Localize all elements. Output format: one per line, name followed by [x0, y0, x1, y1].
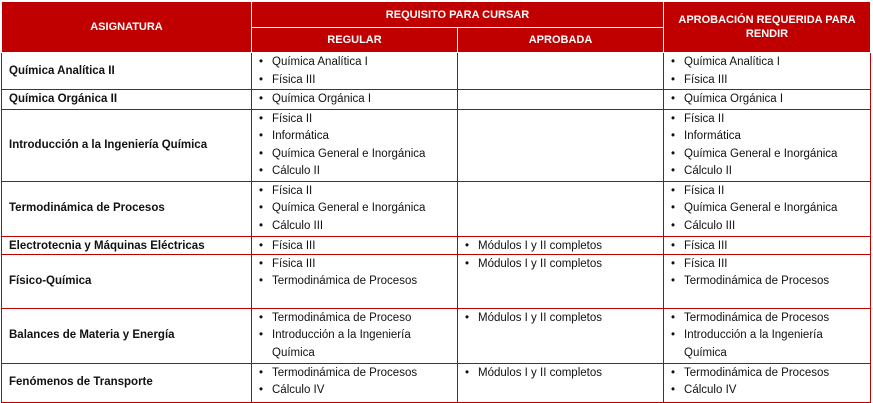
- requirement-list: [258, 256, 453, 291]
- rendir-cell: [664, 181, 871, 236]
- requirement-list: [258, 238, 453, 254]
- requirement-item: • Física III: [258, 238, 453, 254]
- aprobada-cell: [458, 109, 664, 181]
- header-aprobada: APROBADA: [458, 28, 664, 53]
- requirement-item: • Termodinámica de Procesos: [670, 365, 866, 383]
- requirement-list: [670, 256, 866, 291]
- requirement-item: • Física II: [258, 183, 453, 201]
- requirement-list: [258, 365, 453, 400]
- requirement-list: [258, 54, 453, 89]
- rendir-cell: [664, 53, 871, 90]
- rendir-cell: [664, 236, 871, 254]
- subject-cell: Físico-Química: [2, 254, 252, 308]
- requirement-item: • Cálculo IV: [258, 382, 453, 400]
- requirement-item: • Cálculo III: [258, 218, 453, 236]
- aprobada-cell: [458, 181, 664, 236]
- regular-cell: [252, 109, 458, 181]
- requirement-list: [464, 238, 659, 254]
- requirement-item: • Química Orgánica I: [258, 91, 453, 109]
- requirement-item: • Física II: [670, 183, 866, 201]
- subject-cell: Balances de Materia y Energía: [2, 308, 252, 363]
- subject-cell: Electrotecnia y Máquinas Eléctricas: [2, 236, 252, 254]
- subject-cell: Fenómenos de Transporte: [2, 363, 252, 402]
- requirement-list: [258, 183, 453, 236]
- requirement-item: • Química General e Inorgánica: [670, 146, 866, 164]
- requirement-item: • Química General e Inorgánica: [670, 200, 866, 218]
- table-row: [2, 181, 871, 236]
- aprobada-cell: [458, 254, 664, 308]
- requirement-item: • Química Orgánica I: [670, 91, 866, 109]
- table-row: [2, 254, 871, 308]
- requirement-item: • Introducción a la Ingeniería Química: [258, 327, 453, 362]
- table-row: [2, 53, 871, 90]
- requirement-list: [670, 365, 866, 400]
- table-row: [2, 90, 871, 110]
- requirement-item: • Física III: [258, 72, 453, 90]
- requirement-list: [464, 365, 659, 383]
- regular-cell: [252, 254, 458, 308]
- header-requisito: REQUISITO PARA CURSAR: [252, 2, 664, 28]
- table-row: [2, 109, 871, 181]
- subject-cell: Química Orgánica II: [2, 90, 252, 110]
- header-regular: REGULAR: [252, 28, 458, 53]
- aprobada-cell: [458, 90, 664, 110]
- requirement-list: [464, 256, 659, 274]
- requirement-list: [464, 310, 659, 328]
- requirement-item: • Física III: [670, 238, 866, 254]
- aprobada-cell: [458, 53, 664, 90]
- requirement-item: • Cálculo III: [670, 218, 866, 236]
- requirement-item: • Química Analítica I: [258, 54, 453, 72]
- requirement-list: [670, 183, 866, 236]
- requirement-list: [670, 91, 866, 109]
- requirement-item: • Módulos I y II completos: [464, 365, 659, 383]
- rendir-cell: [664, 254, 871, 308]
- regular-cell: [252, 90, 458, 110]
- requirement-item: • Física II: [670, 111, 866, 129]
- table-row: [2, 308, 871, 363]
- subject-cell: Química Analítica II: [2, 53, 252, 90]
- rendir-cell: [664, 363, 871, 402]
- requirements-table: [1, 1, 871, 403]
- subject-cell: Introducción a la Ingeniería Química: [2, 109, 252, 181]
- requirement-item: • Química Analítica I: [670, 54, 866, 72]
- requirement-item: • Química General e Inorgánica: [258, 146, 453, 164]
- requirement-list: [670, 111, 866, 181]
- header-asignatura: ASIGNATURA: [2, 2, 252, 53]
- table-row: [2, 363, 871, 402]
- header-aprobacion: APROBACIÓN REQUERIDA PARA RENDIR: [664, 2, 871, 53]
- requirement-list: [670, 238, 866, 254]
- requirement-item: • Química General e Inorgánica: [258, 200, 453, 218]
- rendir-cell: [664, 308, 871, 363]
- requirement-item: • Cálculo II: [670, 163, 866, 181]
- requirement-item: • Introducción a la Ingeniería Química: [670, 327, 866, 362]
- requirement-list: [258, 111, 453, 181]
- requirement-item: • Módulos I y II completos: [464, 238, 659, 254]
- regular-cell: [252, 363, 458, 402]
- requirement-list: [258, 91, 453, 109]
- requirement-item: • Cálculo II: [258, 163, 453, 181]
- regular-cell: [252, 53, 458, 90]
- aprobada-cell: [458, 308, 664, 363]
- requirement-item: • Termodinámica de Procesos: [258, 365, 453, 383]
- requirement-item: • Informática: [258, 128, 453, 146]
- aprobada-cell: [458, 236, 664, 254]
- requirement-item: • Física III: [670, 72, 866, 90]
- requirement-item: • Módulos I y II completos: [464, 256, 659, 274]
- requirement-item: • Módulos I y II completos: [464, 310, 659, 328]
- requirement-item: • Física II: [258, 111, 453, 129]
- requirement-item: • Termodinámica de Procesos: [670, 273, 866, 291]
- regular-cell: [252, 236, 458, 254]
- regular-cell: [252, 308, 458, 363]
- requirement-item: • Termodinámica de Proceso: [258, 310, 453, 328]
- aprobada-cell: [458, 363, 664, 402]
- subject-cell: Termodinámica de Procesos: [2, 181, 252, 236]
- requirement-list: [670, 310, 866, 363]
- requirement-list: [670, 54, 866, 89]
- requirement-item: • Física III: [258, 256, 453, 274]
- table-body: [2, 53, 871, 403]
- table-row: [2, 236, 871, 254]
- requirement-list: [258, 310, 453, 363]
- requirement-item: • Termodinámica de Procesos: [258, 273, 453, 291]
- requirement-item: • Termodinámica de Procesos: [670, 310, 866, 328]
- rendir-cell: [664, 90, 871, 110]
- regular-cell: [252, 181, 458, 236]
- requirement-item: • Informática: [670, 128, 866, 146]
- requirement-item: • Física III: [670, 256, 866, 274]
- rendir-cell: [664, 109, 871, 181]
- requirement-item: • Cálculo IV: [670, 382, 866, 400]
